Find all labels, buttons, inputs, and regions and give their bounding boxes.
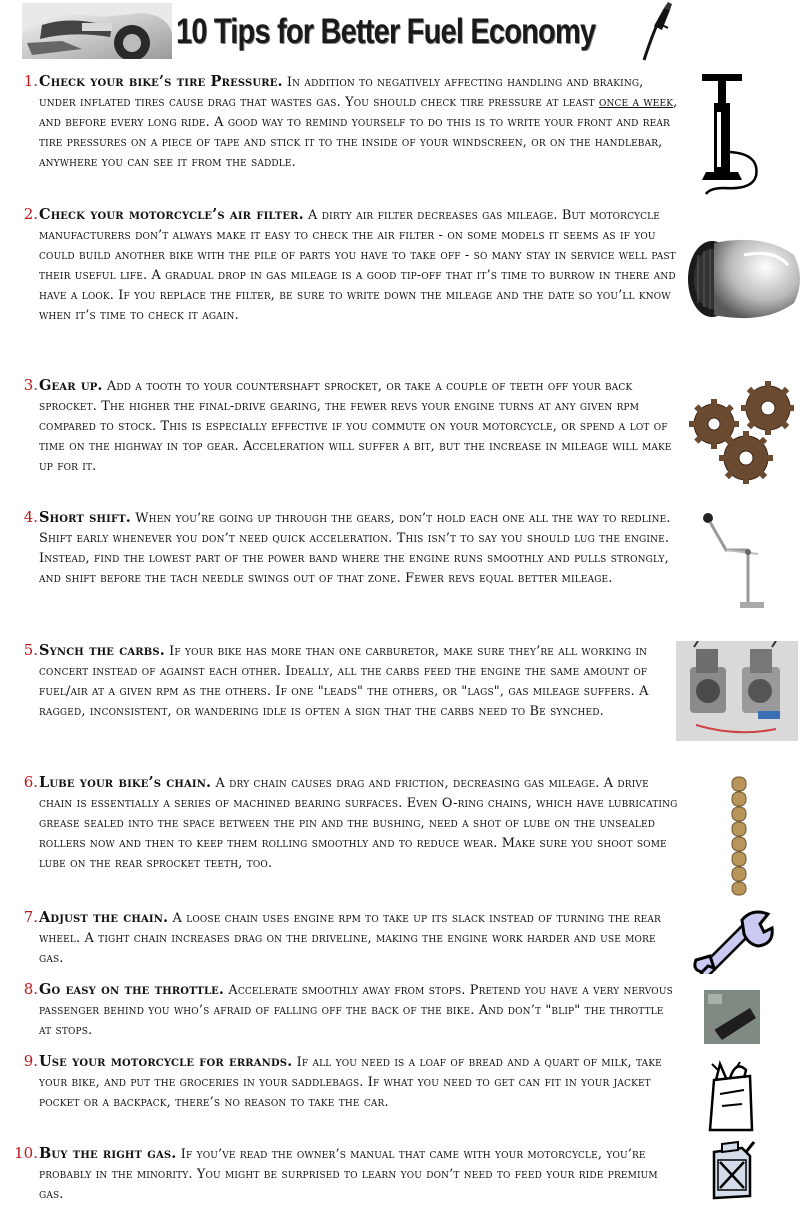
sprockets-icon [686,380,794,484]
tip-number: 4. [23,508,38,526]
tip-number: 1. [23,72,38,90]
page-header [0,0,808,64]
tip-heading: Synch the carbs. [39,642,165,659]
throttle-grip-icon [704,990,760,1044]
tip-text [39,508,679,589]
tip-text [39,376,679,477]
tip-heading: Check your motorcycle’s air filter. [39,206,304,223]
tip-heading: Short shift. [39,509,131,526]
tip-text [39,980,679,1041]
grocery-bag-icon [706,1060,758,1132]
tip-body: Accelerate smoothly away from stops. Pretend you have a very nervous passenger behind you who’s afraid of falling off the back of the bike. And don’t "blip" the throttle at stops. [39,983,673,1038]
tip-body: A dirty air filter decreases gas mileage. But motorcycle manufacturers don’t always make it easy to check the air filter - on some models it seems as if you could build another bike with the pile of parts you have to take off - so many stay in service well past their useful life. A gradual drop in gas mileage is a good tip-off that it’s time to burrow in there and have a look. If you replace the filter, be sure to write down the mileage and the date so you’ll know when it’s time to check it again. [39,208,676,323]
tip-heading: Buy the right gas. [39,1145,177,1162]
tip-body: If all you need is a loaf of bread and a quart of milk, take your bike, and put the groceries in your saddlebags. If what you need to get can fit in your jacket pocket or a backpack, there’s no reason to take the car. [39,1055,662,1110]
shift-lever-icon [700,510,778,614]
carburetors-icon [676,641,798,741]
tip-heading: Lube your bike’s chain. [39,774,212,791]
tip-text [39,1144,679,1205]
tip-body: Add a tooth to your countershaft sprocket, or take a couple of teeth off your back sprocket. The higher the final-drive gearing, the fewer revs your engine turns at any given rpm compared to stock. This is especially effective if you commute on your motorcycle, or spend a lot of time on the highway in top gear. Acceleration will suffer a bit, but the increase in mileage will make up for it. [39,379,672,474]
tip-number: 10. [14,1144,38,1162]
tire-pump-icon [698,72,762,196]
motorcycle-photo [22,3,172,59]
tip-text [39,908,679,969]
tip-heading: Go easy on the throttle. [39,981,225,998]
tip-number: 5. [23,641,38,659]
gas-can-icon [708,1138,756,1200]
tip-heading: Check your bike’s tire Pressure. [39,73,283,90]
tip-body: If you’ve read the owner’s manual that came with your motorcycle, you’re probably in the minority. You might be surprised to learn you don’t need to feed your ride premium gas. [39,1147,658,1202]
tip-heading: Gear up. [39,377,103,394]
tip-number: 9. [23,1052,38,1070]
page-title: 10 Tips for Better Fuel Economy [176,12,596,51]
chain-icon [724,775,754,897]
gas-pump-nozzle-icon [640,2,676,62]
tip-body: A dry chain causes drag and friction, decreasing gas mileage. A drive chain is essentially a series of machined bearing surfaces. Even O-ring chains, which have lubricating grease sealed into the space between the pin and the bushing, need a shot of lube on the unsealed rollers now and then to keep them rolling smoothly and to reduce wear. Make sure you shoot some lube on the rear sprocket teeth, too. [39,776,678,871]
tip-text [39,205,679,326]
tip-number: 2. [23,205,38,223]
tip-body: A loose chain uses engine rpm to take up its slack instead of turning the rear wheel. A tight chain increases drag on the driveline, making the engine work harder and use more gas. [39,911,661,966]
wrench-icon [692,908,774,974]
tip-text [39,641,679,722]
tip-number: 6. [23,773,38,791]
tip-text [39,773,679,874]
tip-body-cont: , and before every long ride. A good way to remind yourself to do this is to write your front and rear tire pressures on a piece of tape and stick it to the inside of your windscreen, or on the handlebar, anywhere you can see it from the saddle. [39,95,678,170]
tip-emphasis: once a week [598,95,674,110]
tip-text [39,72,679,173]
tip-body: When you’re going up through the gears, don’t hold each one all the way to redline. Shift early whenever you don’t need quick acceleration. This isn’t to say you should lug the engine. Instead, find the lowest part of the power band where the engine runs smoothly and pulls strongly, and shift before the tach needle swings out of that zone. Fewer revs equal better mileage. [39,511,671,586]
air-filter-icon [684,235,804,321]
tip-number: 8. [23,980,38,998]
tip-body: In addition to negatively affecting handling and braking, under inflated tires cause drag that wastes gas. You should check tire pressure at least [39,75,644,110]
tip-number: 3. [23,376,38,394]
tip-heading: Use your motorcycle for errands. [39,1053,293,1070]
tip-text [39,1052,679,1113]
tip-heading: Adjust the chain. [39,909,169,926]
tip-body: If your bike has more than one carburetor, make sure they’re all working in concert instead of against each other. Ideally, all the carbs feed the engine the same amount of fuel/air at a given rpm as the others. If one "leads" the others, or "lags", gas mileage suffers. A ragged, inconsistent, or wandering idle is often a sign that the carbs need to Be synched. [39,644,649,719]
tip-number: 7. [23,908,38,926]
